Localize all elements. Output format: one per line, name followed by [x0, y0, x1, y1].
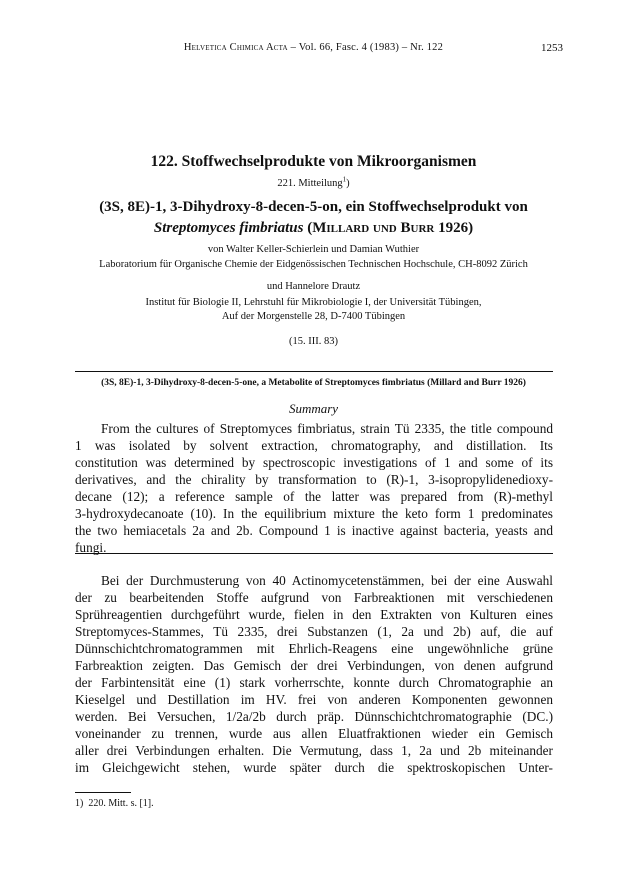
footnote-marker: 1): [75, 798, 84, 809]
body-line: Farbreaktion zeigten. Das Gemisch der drei Verbindungen, von denen aufgrund: [75, 658, 553, 673]
body-line: Dünnschichtchromatogrammen mit Ehrlich-Reagens eine ungewöhnliche grüne: [75, 641, 553, 656]
footnote: [75, 798, 154, 809]
summary-heading: Summary: [288, 401, 339, 416]
running-head: [0, 42, 627, 53]
article-subtitle-line2: [0, 220, 627, 237]
footnote-ref: 1: [342, 175, 347, 184]
summary-line: 3-hydroxydecanoate (10). In the equilibrium mixture the keto form 1 predominates: [75, 506, 553, 521]
summary-line: the two hemiacetals 2a and 2b. Compound 1 is inactive against bacteria, yeasts and: [75, 523, 553, 538]
body-line: Streptomyces-Stammes, Tü 2335, drei Substanzen (1, 2a und 2b) auf, die auf: [75, 624, 553, 639]
body-line: aller drei Verbindungen erhalten. Die Vermutung, dass 1, 2a und 2b miteinander: [75, 743, 553, 758]
divider-top: [75, 371, 553, 372]
authors: von Walter Keller-Schierlein und Damian Wuthier: [207, 244, 420, 255]
organism-name: Streptomyces fimbriatus: [153, 220, 304, 236]
affiliation-1: Laboratorium für Organische Chemie der Eidgenössischen Technischen Hochschule, CH-8092 Zürich: [99, 259, 528, 270]
body-line: im Gleichgewicht stehen, wurde später durch die spektroskopischen Unter-: [75, 760, 553, 775]
body-line: Bei der Durchmusterung von 40 Actinomycetenstämmen, bei der eine Auswahl: [101, 573, 553, 588]
body-line: werden. Bei Versuchen, 1/2a/2b durch präp. Dünnschichtchromatographie (DC.): [75, 709, 553, 724]
body-line: der zu bearbeitenden Stoffe aufgrund von Farbreaktionen mit verschiedenen: [75, 590, 553, 605]
body-line: Sprühreagentien durchgeführt wurde, fielen in den Extrakten von Kulturen eines: [75, 607, 553, 622]
affiliation-2-line1: Institut für Biologie II, Lehrstuhl für Mikrobiologie I, der Universität Tübingen,: [145, 297, 482, 308]
journal-name: Helvetica Chimica Acta: [183, 42, 288, 53]
body-paragraph: [75, 572, 553, 776]
coauthor: und Hannelore Drautz: [266, 281, 361, 292]
page-number: 1253: [541, 42, 563, 54]
summary-paragraph: [75, 420, 553, 556]
article-title: 122. Stoffwechselprodukte von Mikroorganismen: [150, 153, 477, 170]
summary-line: fungi.: [75, 540, 107, 555]
received-date: (15. III. 83): [289, 336, 338, 347]
body-line: voneinander zu trennen, wurde aus allen Eluatfraktionen wieder ein Gemisch: [75, 726, 553, 741]
communication-text: 221. Mitteilung: [277, 178, 343, 189]
journal-issue: – Vol. 66, Fasc. 4 (1983) – Nr. 122: [290, 42, 444, 53]
body-line: der Farbintensität eine (1) stark vorherrschte, konnte durch Chromatographie an: [75, 675, 553, 690]
affiliation-2-line2: Auf der Morgenstelle 28, D-7400 Tübingen: [221, 311, 406, 322]
summary-line: From the cultures of Streptomyces fimbriatus, strain Tü 2335, the title compound: [101, 421, 553, 436]
organism-authority: (Millard und Burr 1926): [307, 220, 474, 236]
english-title: (3S, 8E)-1, 3-Dihydroxy-8-decen-5-one, a Metabolite of Streptomyces fimbriatus (Millard and Burr 1926): [101, 378, 526, 388]
summary-line: decane (12); a reference sample of the latter was prepared from (R)-methyl: [75, 489, 553, 504]
summary-line: constitution was determined by spectroscopic investigations of 1 and some of its: [75, 455, 553, 470]
summary-line: derivatives, and the chirality by transformation to (R)-1, 3-isopropylidenedioxy-: [75, 472, 553, 487]
communication-number: 221. Mitteilung$^1$): [277, 175, 350, 189]
footnote-divider: [75, 792, 131, 793]
divider-bottom: [75, 553, 553, 554]
footnote-text: 220. Mitt. s. [1].: [88, 798, 154, 809]
summary-line: 1 was isolated by solvent extraction, chromatography, and distillation. Its: [75, 438, 553, 453]
body-line: Kieselgel und Destillation im HV. frei von anderen Komponenten gewonnen: [75, 692, 553, 707]
article-subtitle-line1: (3S, 8E)-1, 3-Dihydroxy-8-decen-5-on, ein Stoffwechselprodukt von: [99, 199, 528, 215]
